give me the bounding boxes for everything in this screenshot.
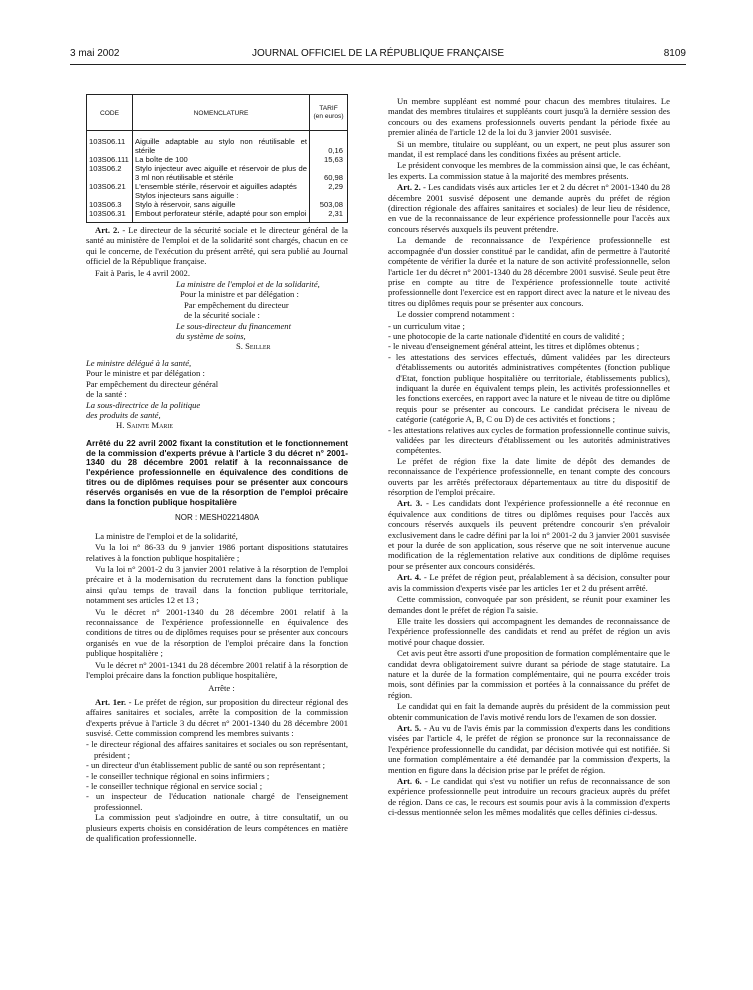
para-9: Cet avis peut être assorti d'une proposition de formation complémentaire que le candidat devra obligatoirement suivre durant sa période de stage statutaire. La nature et la durée de la formation complémentaire, qui ne pourra excéder trois mois, sont définies par la commission et portées à la connaissance du préfet de région. xyxy=(388,648,670,700)
para-7: Cette commission, convoquée par son président, se réunit pour examiner les demandes dont le préfet de région l'a saisie. xyxy=(388,594,670,615)
art4-paragraph: Art. 4. - Le préfet de région peut, préalablement à sa décision, consulter pour avis la commission d'experts visée par les articles 1er et 2 du présent arrêté. xyxy=(388,572,670,593)
sig1-line: La ministre de l'emploi et de la solidarité, xyxy=(176,279,320,290)
table-cell-price: 2,29 xyxy=(310,182,348,191)
sig2-line: Pour le ministre et par délégation : xyxy=(86,368,205,379)
list-item: - les attestations relatives aux cycles de formation professionnelle continue suivis, validées par les directeurs d'établissement ou les autorités administratives compétentes. xyxy=(388,424,670,456)
sig1-line: Pour la ministre et par délégation : xyxy=(180,289,299,300)
list-item: - un directeur d'un établissement public de santé ou son représentant ; xyxy=(86,760,325,771)
left-column xyxy=(86,94,348,844)
table-row xyxy=(87,182,348,191)
table-cell-label: Aiguille adaptable au stylo non réutilisable et stérile xyxy=(133,131,310,156)
col-header-tarif: TARIF (en euros) xyxy=(310,95,348,131)
art5-paragraph: Art. 5. - Au vu de l'avis émis par la commission d'experts dans les conditions visées par l'article 4, le préfet de région se prononce sur la reconnaissance de l'expérience professionnelle du candidat, par décision motivée qui est notifiée. Si une formation complémentaire a été demandée par la commission d'experts, la mention en figure dans la décision prise par le préfet de région. xyxy=(388,722,671,775)
art2-paragraph: Art. 2. - Le directeur de la sécurité sociale et le directeur général de la santé au ministère de l'emploi et de la solidarité sont chargés, chacun en ce qui le concerne, de l'exécution du présent arrêté, qui sera publié au Journal officiel de la République française. xyxy=(86,225,348,267)
para-3: Le président convoque les membres de la commission ainsi que, le cas échéant, les experts. La commission statue à la majorité des membres présents. xyxy=(388,160,671,181)
signature-block-2 xyxy=(86,358,348,431)
sig2-line: La sous-directrice de la politique xyxy=(86,399,201,410)
table-cell-label: L'ensemble stérile, réservoir et aiguilles adaptés xyxy=(133,182,310,191)
tarif-table xyxy=(86,94,348,223)
sig2-line: Par empêchement du directeur général xyxy=(86,378,219,389)
table-row xyxy=(87,191,348,200)
visa-paragraph: La ministre de l'emploi et de la solidarité, xyxy=(95,530,238,541)
list-item: - le conseiller technique régional en soins infirmiers ; xyxy=(86,770,270,781)
list-item: - le directeur régional des affaires sanitaires et sociales ou son représentant, président ; xyxy=(86,739,348,760)
table-cell-code xyxy=(87,191,133,200)
table-cell-label: Stylo injecteur avec aiguille et réservoir de plus de 3 ml non réutilisable et stérile xyxy=(133,164,310,182)
visas xyxy=(86,531,348,681)
table-row xyxy=(87,131,348,156)
art1-paragraph: Art. 1er. - Le préfet de région, sur proposition du directeur régional des affaires sanitaires et sociales, arrête la composition de la commission d'experts prévue à l'article 3 du décret n° 2001-1340 du 28 décembre 2001 susvisé. Cette commission comprend les membres suivants : xyxy=(86,696,348,739)
visa-paragraph: Vu la loi n° 86-33 du 9 janvier 1986 portant dispositions statutaires relatives à la fonction publique hospitalière ; xyxy=(86,542,348,563)
sig2-line: Le ministre délégué à la santé, xyxy=(86,357,192,368)
list-item: - le conseiller technique régional en service social ; xyxy=(86,781,263,792)
list-item: - un inspecteur de l'éducation nationale chargé de l'enseignement professionnel. xyxy=(86,791,348,812)
sig2-line: de la santé : xyxy=(86,389,127,400)
visa-paragraph: Vu le décret n° 2001-1340 du 28 décembre 2001 relatif à la reconnaissance de l'expérience professionnelle en équivalence des conditions de titres ou de diplômes requises pour se présenter aux concours organisés en vue de la résorption de l'emploi précaire dans la fonction publique hospitalière ; xyxy=(86,606,348,659)
page-header xyxy=(70,48,686,62)
signature-block-1 xyxy=(86,279,348,352)
table-cell-price: 60,98 xyxy=(310,164,348,182)
table-cell-price: 0,16 xyxy=(310,131,348,156)
table-row xyxy=(87,155,348,164)
sig1-line: Par empêchement du directeur xyxy=(184,299,289,310)
table-cell-label: Stylo à réservoir, sans aiguille xyxy=(133,200,310,209)
right-column xyxy=(388,96,670,819)
para-4: La demande de reconnaissance de l'expérience professionnelle est accompagnée d'un dossier constitué par le candidat, afin de permettre à l'autorité compétente de vérifier la durée et la nature de son activité professionnelle, selon l'article 1er du décret n° 2001-1340 du 28 décembre 2001 susvisé. Seule peut être prise en compte au titre de l'expérience professionnelle toute activité professionnelle dont l'exercice est en rapport direct avec la nature et le niveau des titres ou diplômes requis pour se présenter aux concours. xyxy=(388,235,670,308)
table-cell-label: Stylos injecteurs sans aiguille : xyxy=(133,191,310,200)
sig1-line: S. Seiller xyxy=(236,341,271,352)
art3-paragraph: Art. 3. - Les candidats dont l'expérience professionnelle a été reconnue en équivalence aux conditions de titres ou diplômes requises pour l'accès aux concours réservés auxquels ils peuvent prétendre concourir s'en prévaloir exclusivement dans le cadre défini par la loi n° 2001-2 du 3 janvier 2001 susvisée et pour la durée de son application, sous réserve que ne soit intervenue aucune modification de la réglementation relative aux conditions de diplôme requises pour se présenter aux concours considérés. xyxy=(388,498,670,571)
para-5: Le dossier comprend notamment : xyxy=(397,309,515,320)
art1-end: La commission peut s'adjoindre en outre, à titre consultatif, un ou plusieurs experts choisis en considération de leurs compétences en matière de qualification professionnelle. xyxy=(86,812,348,844)
header-date: 3 mai 2002 xyxy=(70,48,120,59)
sig2-line: des produits de santé, xyxy=(86,409,161,420)
fait-a-paris: Fait à Paris, le 4 avril 2002. xyxy=(95,267,190,278)
table-cell-code: 103S06.21 xyxy=(87,182,133,191)
table-cell-code: 103S06.2 xyxy=(87,164,133,182)
list-item: - les attestations des services effectués, dûment validées par les directeurs d'établissements ou autorités administratives compétentes (fonction publique d'Etat, fonction publique hospitalière ou territoriale, établissements publics), indiquant la durée en équivalent temps plein, les activités professionnelles et les fonctions exercées, en rapport avec la nature et le niveau de titre ou diplôme requis pour se présenter au concours. Le candidat précisera le niveau de catégorie (catégorie A, B, C ou D) de ces activités et fonctions ; xyxy=(388,351,670,425)
table-row xyxy=(87,164,348,182)
visa-paragraph: Vu la loi n° 2001-2 du 3 janvier 2001 relative à la résorption de l'emploi précaire et à la modernisation du recrutement dans la fonction publique ainsi qu'au temps de travail dans la fonction publique territoriale, notamment ses articles 12 et 13 ; xyxy=(86,563,348,606)
header-rule xyxy=(70,64,686,65)
table-cell-code: 103S06.11 xyxy=(87,131,133,156)
sig1-line: de la sécurité sociale : xyxy=(184,310,260,321)
para-2: Si un membre, titulaire ou suppléant, ou un expert, ne peut plus assurer son mandat, il est remplacé dans les conditions fixées au présent article. xyxy=(388,138,670,160)
list-item: - un curriculum vitae ; xyxy=(388,320,465,331)
table-cell-price: 503,08 xyxy=(310,200,348,209)
list-item: - une photocopie de la carte nationale d'identité en cours de validité ; xyxy=(388,330,625,341)
art2r-paragraph: Art. 2. - Les candidats visés aux articles 1er et 2 du décret n° 2001-1340 du 28 décembre 2001 susvisé déposent une demande auprès du préfet de région (direction régionale des affaires sanitaires et sociales) de leur lieu de résidence, en vue de la reconnaissance de leur expérience professionnelle pour l'accès aux concours réservés auxquels ils peuvent prétendre. xyxy=(388,182,671,234)
arrete-heading: Arrête : xyxy=(208,683,235,694)
table-cell-label: Embout perforateur stérile, adapté pour son emploi xyxy=(133,209,310,223)
col-header-code: CODE xyxy=(87,95,133,131)
table-cell-price: 2,31 xyxy=(310,209,348,223)
table-cell-price: 15,63 xyxy=(310,155,348,164)
visa-paragraph: Vu le décret n° 2001-1341 du 28 décembre 2001 relatif à la résorption de l'emploi précaire dans la fonction publique hospitalière, xyxy=(86,659,348,680)
sig1-line: du système de soins, xyxy=(176,331,246,342)
sig1-line: Le sous-directeur du financement xyxy=(176,320,291,331)
table-row xyxy=(87,209,348,223)
page-number: 8109 xyxy=(663,48,686,59)
art1-member-list xyxy=(86,739,348,812)
table-cell-price xyxy=(310,191,348,200)
table-cell-code: 103S06.111 xyxy=(87,155,133,164)
para-8: Elle traite les dossiers qui accompagnent les demandes de reconnaissance de l'expérience professionnelle des candidats et rend au préfet de région un avis motivé pour chaque dossier. xyxy=(388,615,670,647)
nor-reference: NOR : MESH0221480A xyxy=(174,513,260,523)
dossier-list xyxy=(388,321,670,456)
decree-title: Arrêté du 22 avril 2002 fixant la constitution et le fonctionnement de la commission d'experts prévue à l'article 3 du décret n° 2001-1340 du 28 décembre 2001 relatif à la reconnaissance de l'expérience professionnelle en équivalence des conditions de titres ou de diplômes requises pour se présenter aux concours réservés organisés en vue de la résorption de l'emploi précaire dans la fonction publique hospitalière xyxy=(86,437,348,507)
table-cell-code: 103S06.3 xyxy=(87,200,133,209)
col-header-nomenclature: NOMENCLATURE xyxy=(133,95,310,131)
art6-paragraph: Art. 6. - Le candidat qui s'est vu notifier un refus de reconnaissance de son expérience professionnelle peut introduire un recours gracieux auprès du préfet de région. Dans ce cas, le recours est soumis pour avis à la commission d'experts ci-dessus mentionnée selon les mêmes modalités que celles définies ci-dessus. xyxy=(388,776,671,818)
table-row xyxy=(87,200,348,209)
journal-title: JOURNAL OFFICIEL DE LA RÉPUBLIQUE FRANÇAISE xyxy=(251,48,505,59)
list-item: - le niveau d'enseignement général atteint, les titres et diplômes obtenus ; xyxy=(388,341,640,352)
table-cell-code: 103S06.31 xyxy=(87,209,133,223)
table-cell-label: La boîte de 100 xyxy=(133,155,310,164)
para-6: Le préfet de région fixe la date limite de dépôt des demandes de reconnaissance de l'expérience professionnelle, en tenant compte des concours ouverts par les arrêtés préfectoraux départementaux au titre du dispositif de résorption de l'emploi précaire. xyxy=(388,455,670,498)
sig2-line: H. Sainte Marie xyxy=(116,420,174,431)
para-10: Le candidat qui en fait la demande auprès du président de la commission peut obtenir communication de l'avis motivé rendu lors de l'examen de son dossier. xyxy=(388,701,670,722)
para-1: Un membre suppléant est nommé pour chacun des membres titulaires. Le mandat des membres titulaires et suppléants court jusqu'à la dernière session des concours ou des examens professionnels ouverts pendant la période fixée au premier alinéa de l'article 12 de la loi du 3 janvier 2001 susvisée. xyxy=(388,96,670,138)
